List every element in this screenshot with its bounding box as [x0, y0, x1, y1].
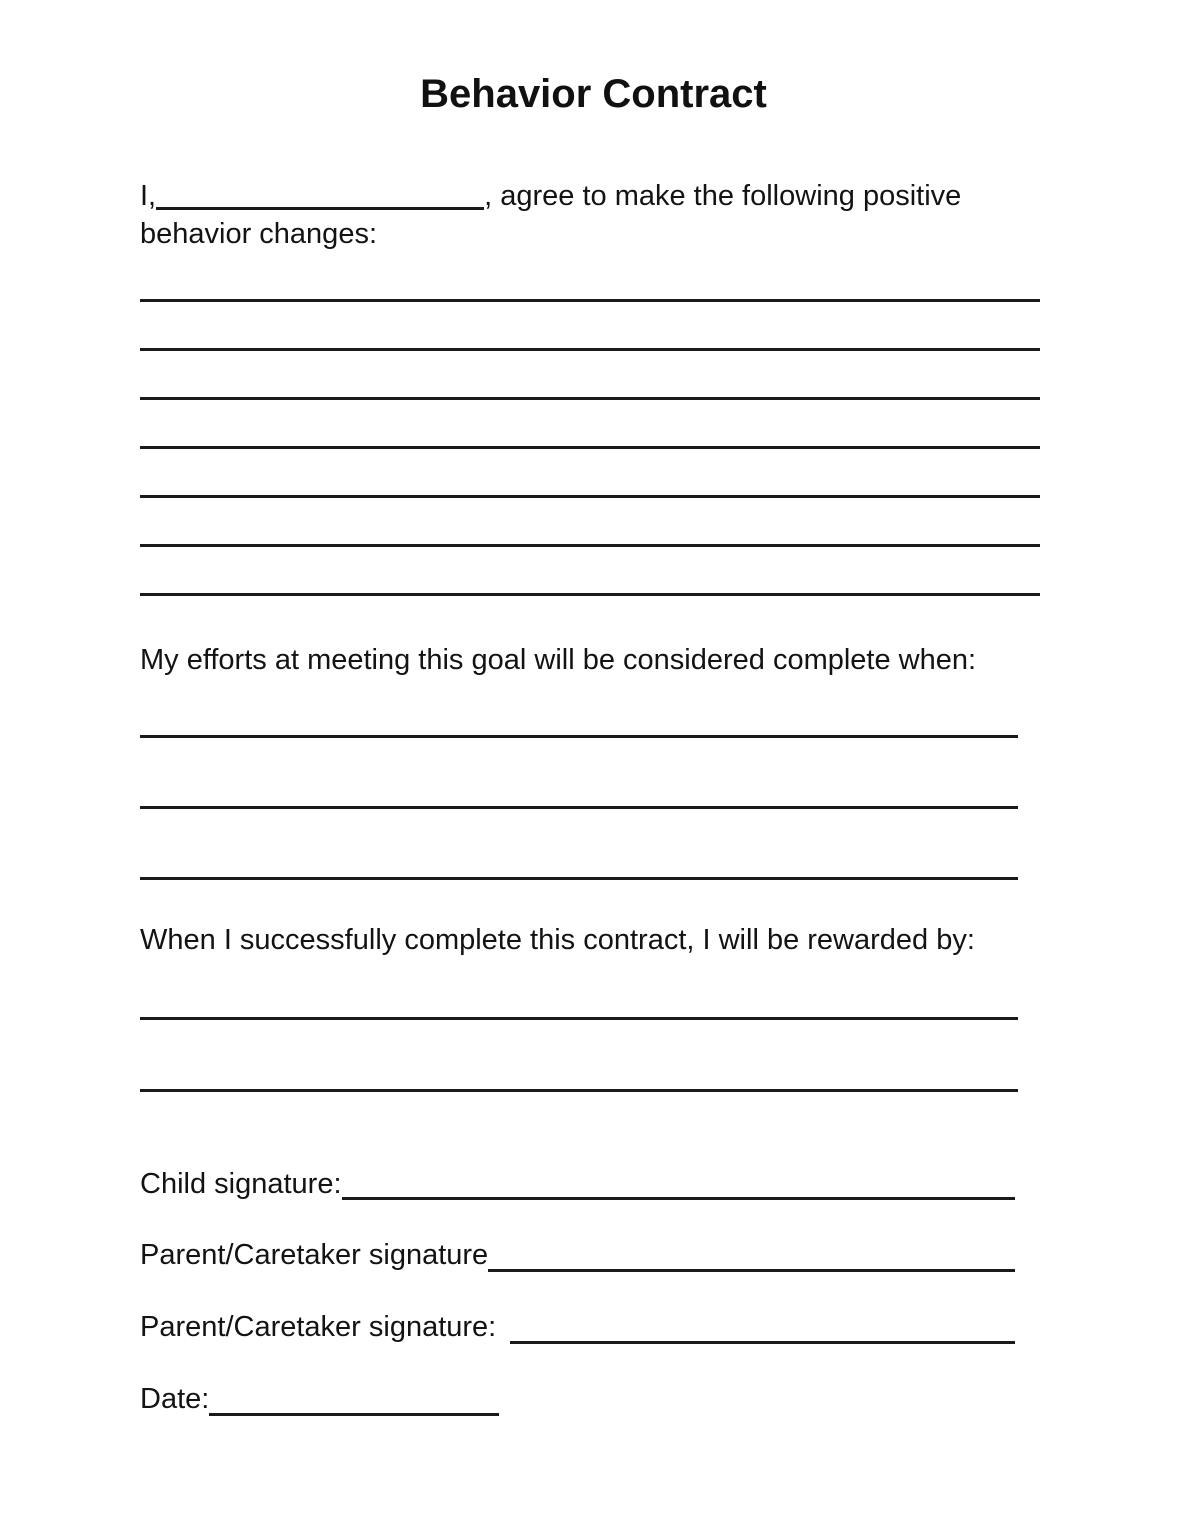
signature-row-parent-2: [140, 1309, 1015, 1347]
signature-row-date: [140, 1381, 1015, 1419]
blank-write-line: [140, 348, 1040, 351]
parent-signature-1-label: Parent/Caretaker signature: [140, 1239, 489, 1272]
blank-write-line: [140, 877, 1018, 880]
blank-write-line: [140, 593, 1040, 596]
blank-write-line: [140, 1017, 1018, 1020]
blank-write-line: [140, 299, 1040, 302]
name-blank-line: [156, 207, 484, 210]
parent-signature-2-label: Parent/Caretaker signature:: [140, 1311, 497, 1344]
signature-row-child: [140, 1166, 1015, 1204]
document-title: Behavior Contract: [420, 72, 767, 116]
completion-prompt: My efforts at meeting this goal will be considered complete when:: [140, 644, 977, 677]
parent-signature-2-line: [510, 1309, 1015, 1344]
blank-write-line: [140, 446, 1040, 449]
blank-write-line: [140, 544, 1040, 547]
blank-write-line: [140, 495, 1040, 498]
blank-write-line: [140, 1089, 1018, 1092]
signature-section: [140, 1166, 1047, 1419]
blank-write-line: [140, 735, 1018, 738]
intro-paragraph: [140, 178, 1040, 253]
date-line: [209, 1381, 499, 1416]
reward-prompt: When I successfully complete this contract, I will be rewarded by:: [140, 924, 975, 957]
date-label: Date:: [140, 1382, 210, 1415]
blank-write-line: [140, 806, 1018, 809]
parent-signature-1-line: [488, 1237, 1015, 1272]
intro-suffix: , agree to make the following positive behavior changes:: [140, 180, 962, 250]
child-signature-line: [342, 1166, 1016, 1201]
signature-row-parent-1: [140, 1237, 1015, 1275]
completion-lines: [140, 735, 1047, 880]
intro-prefix: I,: [140, 180, 157, 212]
child-signature-label: Child signature:: [140, 1167, 342, 1200]
behavior-changes-lines: [140, 299, 1047, 596]
blank-write-line: [140, 397, 1040, 400]
reward-lines: [140, 1017, 1047, 1092]
